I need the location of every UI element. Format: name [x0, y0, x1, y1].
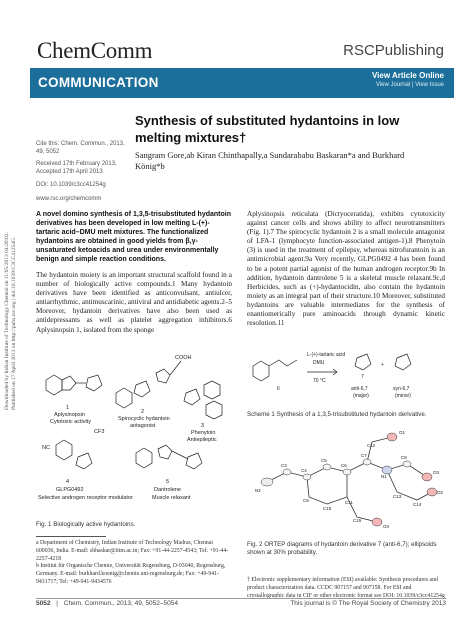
ortep-label-c12: C12 [367, 443, 376, 448]
scheme-1-caption: Scheme 1 Synthesis of a 1,3,5-trisubstituted hydantoin derivative. [247, 411, 427, 418]
ortep-label-o4: O4 [383, 524, 390, 529]
fig1-label-nc: NC [42, 445, 50, 451]
ortep-label-n1: N1 [381, 474, 387, 479]
ortep-label-c14: C14 [413, 502, 422, 507]
ortep-label-c13: C13 [393, 494, 402, 499]
ortep-label-c11: C11 [345, 500, 353, 505]
ortep-label-o1: O1 [399, 430, 406, 435]
fig1-label-cooh: COOH [175, 355, 192, 361]
fig1-label-antiepileptic: Antiepileptic [187, 437, 217, 443]
furan-ring [158, 445, 172, 459]
ortep-label-c3: C3 [281, 463, 287, 468]
fig1-label-cf3: CF3 [94, 429, 105, 435]
fig1-label-cytotoxic: Cytotoxic activity [50, 419, 91, 425]
figure-2-caption: Fig. 2 ORTEP diagrams of hydantoin derivative 7 (anti-6,7); ellipsoids shown at 30% probability. [247, 541, 437, 556]
received-date: Received 17th February 2013, [36, 161, 117, 167]
authors: Sangram Gore,ab Kiran Chinthapally,a Sundarababu Baskaran*a and Burkhard König*b [135, 150, 405, 171]
fig1-label-3: 3 [201, 423, 205, 429]
fig1-label-1: 1 [66, 405, 70, 411]
footer-copyright: This journal is © The Royal Society of Chemistry 2013 [290, 600, 446, 607]
fig1-label-spirocyclic: Spirocyclic hydantoin [118, 416, 170, 422]
sidebar-line-1: Downloaded by Indian Institute of Technology Chennai on 11/05/2013 04:20:02. [4, 231, 10, 410]
fig1-label-5: 5 [166, 479, 170, 485]
paper-title: Synthesis of substituted hydantoins in low melting mixtures† [135, 113, 400, 145]
atom-n1 [382, 466, 392, 474]
product-hydantoin-minor [395, 354, 411, 370]
journal-url[interactable]: www.rsc.org/chemcomm [36, 196, 102, 202]
section-title: COMMUNICATION [38, 75, 159, 90]
scheme-label-temp: 70 °C [313, 378, 326, 384]
scheme-label-tartaric: L-(+)-tartaric acid [307, 352, 346, 358]
product-hydantoin-major [355, 354, 371, 370]
accepted-date: Accepted 17th April 2013 [36, 169, 103, 175]
scheme-label-plus: + [381, 362, 384, 368]
atom-o1 [387, 433, 397, 441]
cite-value: Chem. Commun., 2013, 49, 5052 [36, 141, 125, 155]
scheme-label-major: (major) [353, 393, 369, 399]
reactant-ring [253, 361, 269, 381]
fig1-label-antagonist: antagonist [130, 423, 156, 429]
atom-o4 [372, 518, 382, 526]
fig1-label-2: 2 [141, 409, 145, 415]
fig1-label-phenytoin: Phenytoin [191, 430, 216, 436]
atom-o3 [422, 473, 432, 481]
scheme-label-6: 6 [277, 386, 280, 392]
fig1-label-4: 4 [66, 479, 70, 485]
sidebar-line-2: Published on 17 April 2013 on http://pubs.rsc.org | doi:10.1039/C3CC41254G [11, 238, 17, 410]
scheme-label-dmu: DMU [313, 360, 325, 366]
ortep-label-c6: C6 [341, 463, 347, 468]
atom-o2 [427, 488, 437, 496]
footnotes [36, 540, 232, 587]
indole-ring [46, 375, 62, 395]
doi[interactable]: DOI: 10.1039/c3cc41254g [36, 182, 106, 188]
view-journal-issue-link[interactable]: View Journal | View Issue [375, 82, 444, 88]
atom-n2 [261, 478, 273, 486]
fig1-label-glpg: GLPG0492 [56, 487, 84, 493]
scheme-1-reaction [247, 338, 447, 405]
ortep-label-n2: N2 [255, 488, 261, 493]
journal-name: ChemComm [37, 38, 153, 63]
spiro-hydantoin [134, 381, 150, 397]
body-column-2: Aplysinopsis reticulata (Dictyoceratida), exhibits cytotoxicity against cancer cells and shows ability to affect neurotransmitters (Fig. 1).7 The spirocyclic hydantoin 2 is a small molecule antagonist of LFA-1 (lymphocyte function-associated antigen-1).8 Phenytoin (3) is used in the treatment of epilepsy, whereas nitrofurantoin is an antimicrobial agent.9a Very recently, GLPG0492 4 has been found to be a potent partial agonist of the human androgen receptor.9b In addition, hydantoin dantrolene 5 is a skeletal muscle relaxant.9c,d Herbicides, such as (+)-hydantocidin, also contain the hydantoin moiety as an integral part of their structure.10 Moreover, substituted hydantoins are valuable intermediates for the synthesis of enantiomerically pure aminoacids through dynamic kinetic resolution.11 [247, 210, 445, 328]
ortep-label-c10: C10 [323, 506, 332, 511]
figure-2-ortep [247, 422, 447, 534]
ortep-label-c5: C5 [321, 458, 327, 463]
fig1-label-aplysinopsin: Aplysinopsin [54, 412, 85, 418]
abstract: A novel domino synthesis of 1,3,5-trisubstituted hydantoin derivatives has been developed in low melting L-(+)-tartaric acid–DMU melt mixtures. The functionalized hydantoins are obtained in good yields from β,γ-unsaturated ketoacids and urea under environmentally benign and simple reaction conditions. [36, 211, 231, 263]
indole-pyrrole [62, 376, 76, 390]
figure-1-caption: Fig. 1 Biologically active hydantoins. [36, 521, 136, 528]
body-column-1: The hydantoin moiety is an important structural scaffold found in a number of biologically active compounds.1 Many hydantoin derivatives have been identified as anticonvulsant, antiulcer, antiarrhythmic, antimuscarinic, antiviral and antidiabetic agents.2–5 Moreover, hydantoin derivatives have also been used as antidepressants as well as platelet aggregation inhibitors.6 Aplysinopsin 1, isolated from the sponge [36, 271, 232, 334]
page-footer: 5052 | Chem. Commun., 2013, 49, 5052–5054 This journal is © The Royal Society of Chemistry 2013 [36, 600, 446, 607]
footer-citation: Chem. Commun., 2013, 49, 5052–5054 [63, 600, 178, 607]
fig1-label-muscle: Muscle relaxant [152, 495, 191, 501]
fig1-label-sarm: Selective androgen receptor modulator [38, 495, 133, 501]
nitrophenyl-ring [136, 448, 152, 468]
cite-this [36, 140, 126, 156]
publisher-logo: RSCPublishing [343, 42, 444, 59]
ortep-label-o2: O2 [437, 490, 444, 495]
footnote-a: a Department of Chemistry, Indian Institute of Technology Madras, Chennai 600036, India. E-mail: sbhaskar@iitm.ac.in; Fax: +91-44-2257-4543; Tel: +91-44-2257-4218 [36, 540, 229, 562]
ortep-label-c9: C9 [303, 498, 309, 503]
hydantoin-ring-1 [86, 375, 102, 391]
download-sidebar [4, 230, 16, 410]
footnote-b: b Institut für Organische Chemie, Universität Regensburg, D-93040, Regensburg, Germany. E-mail: burkhard.koenig@chemie.uni-regensburg.de; Fax: +49-941-9431717; Tel: +49-941-9434576 [36, 563, 226, 585]
hydantoin-ring-4 [76, 453, 92, 469]
figure-1-structures [36, 345, 232, 515]
ortep-label-c8: C8 [401, 455, 407, 460]
footnote-divider [36, 536, 106, 537]
ortep-label-o3: O3 [433, 470, 440, 475]
phenytoin-ring [184, 389, 200, 405]
footer-divider [36, 598, 446, 599]
scheme-label-anti: anti-6,7 [351, 386, 368, 392]
footnote-esi: † Electronic supplementary information (ESI) available: Synthesis procedures and product characterization data. CCDC 907157 and 907158. For ESI and crystallographic data in CIF or other electronic format see DOI: 10.1039/c3cc41254g [247, 577, 445, 599]
hydantoin-ring-5 [186, 453, 202, 469]
page-number: 5052 [36, 600, 51, 607]
scheme-label-syn: syn-6,7 [393, 386, 410, 392]
ortep-label-c4: C4 [301, 468, 307, 473]
scheme-label-minor: (minor) [395, 393, 411, 399]
thiophene-ring [156, 369, 170, 383]
view-article-online-link[interactable]: View Article Online [371, 71, 444, 80]
fig1-label-dantrolene: Dantrolene [154, 487, 181, 493]
ortep-label-c7: C7 [361, 453, 367, 458]
scheme-label-7: 7 [361, 374, 364, 380]
dichlorophenyl-ring [116, 388, 132, 408]
cf3-phenyl-ring [56, 440, 72, 460]
ortep-label-c15: C15 [353, 518, 362, 523]
cite-label: Cite this: [36, 141, 60, 147]
